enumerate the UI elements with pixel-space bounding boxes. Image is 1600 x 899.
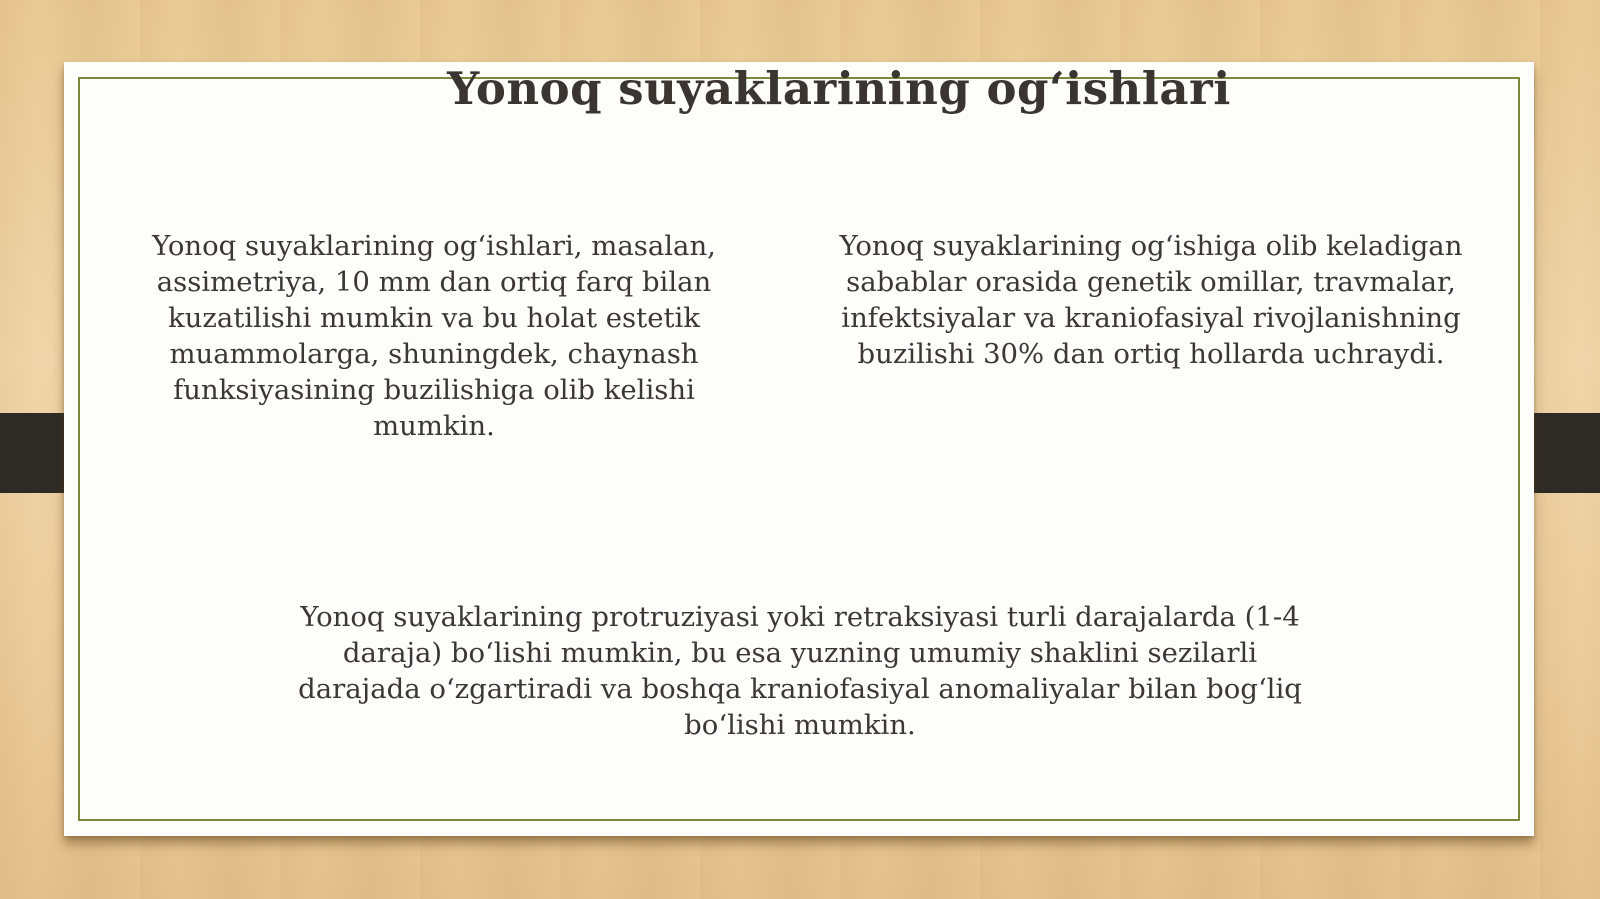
paragraph-asymmetry: Yonoq suyaklarining og‘ishlari, masalan, assimetriya, 10 mm dan ortiq farq bilan kuzatilishi mumkin va bu holat estetik muammolarga, shuningdek, chaynash funksiyasining buzilishiga olib kelishi mumkin. [152, 230, 716, 442]
paragraph-causes: Yonoq suyaklarining og‘ishiga olib keladigan sabablar orasida genetik omillar, travmalar, infektsiyalar va kraniofasiyal rivojlanishning buzilishi 30% dan ortiq hollarda uchraydi. [839, 230, 1463, 370]
paragraph-protrusion: Yonoq suyaklarining protruziyasi yoki retraksiyasi turli darajalarda (1-4 daraja) bo‘lishi mumkin, bu esa yuzning umumiy shaklini sezilarli darajada o‘zgartiradi va boshqa kraniofasiyal anomaliyalar bilan bog‘liq bo‘lishi mumkin. [298, 601, 1302, 741]
slide-title: Yonoq suyaklarining og‘ishlari [447, 62, 1231, 115]
